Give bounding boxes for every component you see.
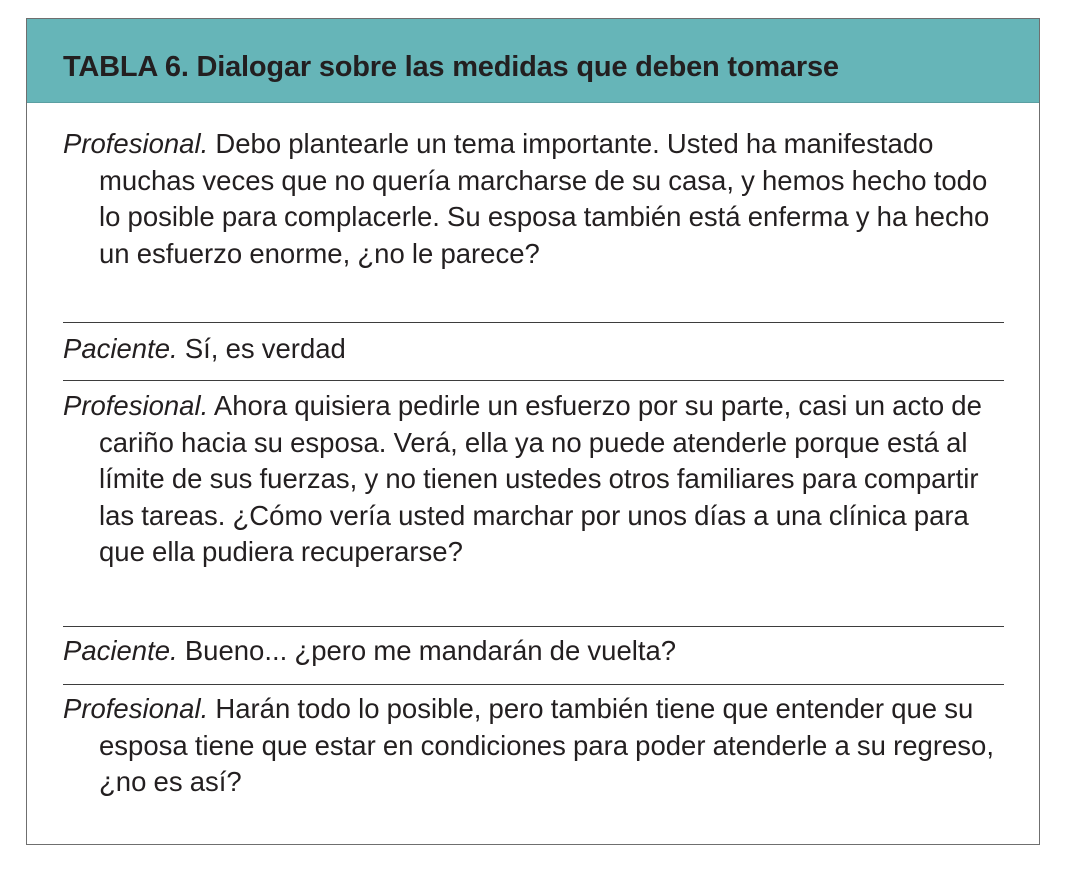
dialog-entry xyxy=(63,123,1004,322)
table-header xyxy=(27,19,1039,103)
dialog-table xyxy=(26,18,1040,845)
speaker-label: Profesional. xyxy=(63,128,209,159)
dialog-text: Sí, es verdad xyxy=(184,333,346,364)
dialog-entry xyxy=(63,684,1004,814)
dialog-text: Bueno... ¿pero me mandarán de vuelta? xyxy=(184,635,677,666)
dialog-entry xyxy=(63,380,1004,626)
speaker-label: Paciente. xyxy=(63,333,178,364)
dialog-text: Harán todo lo posible, pero también tiene que entender que su esposa tiene que estar en condiciones para poder atenderle a su regreso, ¿no es así? xyxy=(99,693,994,798)
dialog-entry xyxy=(63,322,1004,380)
speaker-label: Paciente. xyxy=(63,635,178,666)
dialog-text: Debo plantearle un tema importante. Usted ha manifestado muchas veces que no quería marcharse de su casa, y hemos hecho todo lo posible para complacerle. Su esposa también está enferma y ha hecho un esfuerzo enorme, ¿no le parece? xyxy=(99,128,990,269)
speaker-label: Profesional. xyxy=(63,693,209,724)
dialog-text: Ahora quisiera pedirle un esfuerzo por su parte, casi un acto de cariño hacia su esposa. Verá, ella ya no puede atenderle porque está al límite de sus fuerzas, y no tienen ustedes otros familiares para compartir las tareas. ¿Cómo vería usted marchar por unos días a una clínica para que ella pudiera recuperarse? xyxy=(99,390,982,568)
dialog-entry xyxy=(63,626,1004,684)
table-title: TABLA 6. Dialogar sobre las medidas que deben tomarse xyxy=(63,51,839,83)
dialog-list xyxy=(63,123,1004,814)
speaker-label: Profesional. xyxy=(63,390,209,421)
